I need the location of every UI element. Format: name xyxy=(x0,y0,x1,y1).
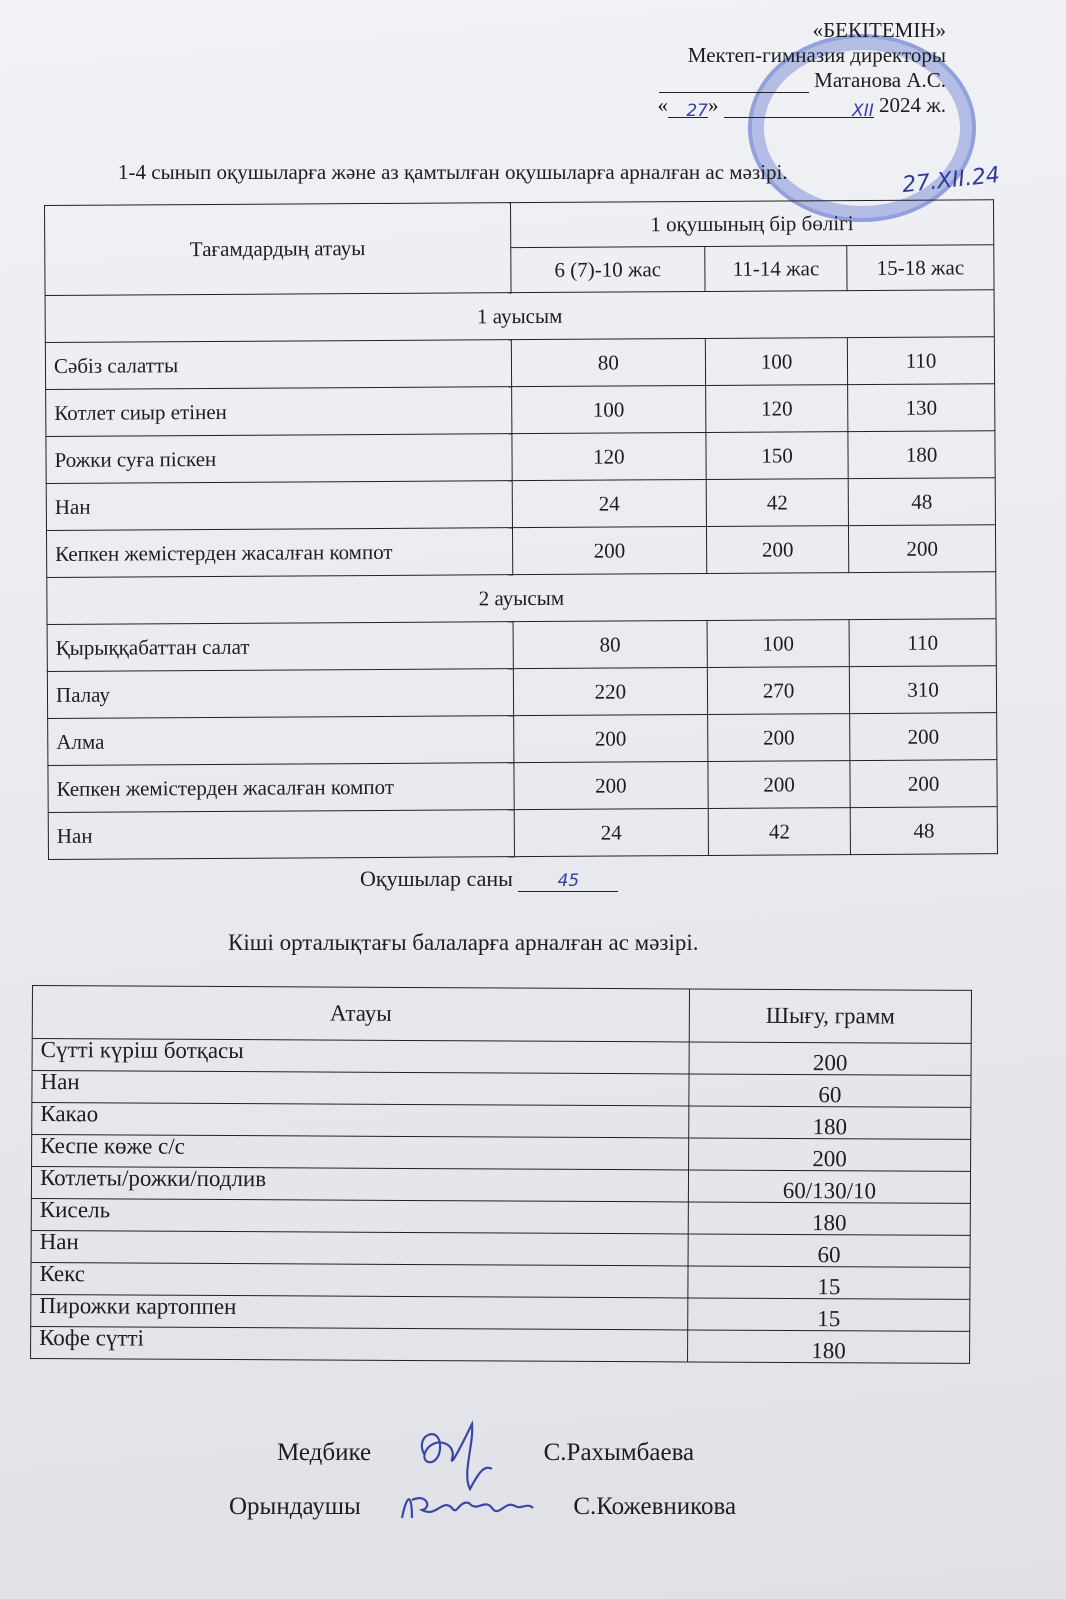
portion-value: 120 xyxy=(512,432,707,480)
dish-name: Нан xyxy=(46,481,512,531)
menu2-table xyxy=(30,985,972,1364)
yield-value: 60/130/10 xyxy=(688,1170,970,1203)
portion-value: 200 xyxy=(512,526,707,574)
portion-value: 120 xyxy=(706,385,848,433)
menu2-header-value: Шығу, грамм xyxy=(689,989,971,1043)
portion-value: 220 xyxy=(513,667,708,715)
portion-value: 200 xyxy=(706,526,848,574)
table-row xyxy=(46,478,995,531)
portion-value: 48 xyxy=(850,807,997,855)
portion-value: 42 xyxy=(708,808,850,856)
table-row xyxy=(31,1294,970,1331)
approval-heading: «БЕКІТЕМІН» xyxy=(812,18,946,42)
executor-role: Орындаушы xyxy=(229,1492,361,1520)
portion-value: 150 xyxy=(706,432,848,480)
executor-name: С.Кожевникова xyxy=(573,1492,737,1520)
table-row xyxy=(46,384,995,437)
menu1-title: 1-4 сынып оқушыларға және аз қамтылған оқушыларға арналған ас мәзірі. xyxy=(118,160,788,184)
table-row xyxy=(31,1326,970,1363)
nurse-name: С.Рахымбаева xyxy=(543,1438,695,1466)
portion-value: 200 xyxy=(849,525,996,573)
menu1-header-age-2: 11-14 жас xyxy=(705,246,847,292)
yield-value: 200 xyxy=(689,1042,971,1075)
shift-label: 1 ауысым xyxy=(45,290,994,343)
menu1-header-age-3: 15-18 жас xyxy=(847,245,994,291)
shift-label: 2 ауысым xyxy=(47,572,996,625)
portion-value: 180 xyxy=(848,431,995,479)
students-count-line xyxy=(360,866,618,892)
menu2-header-row xyxy=(32,986,971,1044)
menu1-header-name: Тағамдардың атауы xyxy=(45,203,511,296)
yield-value: 200 xyxy=(689,1138,971,1171)
menu1-header-age-1: 6 (7)-10 жас xyxy=(510,246,705,292)
portion-value: 100 xyxy=(707,620,849,668)
dish-name: Кепкен жемістерден жасалған компот xyxy=(48,763,514,813)
yield-value: 60 xyxy=(689,1074,971,1107)
yield-value: 60 xyxy=(688,1234,970,1267)
menu1-header-row xyxy=(45,200,994,251)
table-row xyxy=(32,1071,971,1108)
menu1-header-group: 1 оқушының бір бөлігі xyxy=(510,200,994,248)
portion-value: 80 xyxy=(513,620,708,668)
approval-year: 2024 ж. xyxy=(878,93,946,117)
executor-signature xyxy=(387,1488,547,1528)
portion-value: 200 xyxy=(514,761,709,809)
yield-value: 15 xyxy=(688,1298,970,1331)
dish-name: Котлет сиыр етінен xyxy=(46,387,512,437)
yield-value: 180 xyxy=(688,1202,970,1235)
dish-name: Алма xyxy=(48,716,514,766)
yield-value: 15 xyxy=(688,1266,970,1299)
executor-signature-line xyxy=(229,1488,736,1528)
table-row xyxy=(48,713,997,766)
nurse-signature xyxy=(397,1414,517,1494)
dish-name: Кекс xyxy=(31,1262,688,1297)
approval-day: 27 xyxy=(668,99,708,118)
dish-name: Сүтті күріш ботқасы xyxy=(32,1039,689,1074)
dish-name: Кеспе көже с/с xyxy=(32,1135,689,1170)
dish-name: Нан xyxy=(48,810,514,860)
portion-value: 200 xyxy=(513,714,708,762)
portion-value: 80 xyxy=(511,338,706,386)
table-row xyxy=(46,525,995,578)
students-count-value: 45 xyxy=(518,871,618,892)
table-row xyxy=(31,1167,970,1204)
handwritten-date-note: 27.XII.24 xyxy=(900,162,1002,199)
dish-name: Қырыққабаттан салат xyxy=(47,622,513,672)
portion-value: 110 xyxy=(849,619,996,667)
approval-director: Матанова А.С. xyxy=(814,68,946,92)
dish-name: Рожки суға піскен xyxy=(46,434,512,484)
yield-value: 180 xyxy=(688,1330,970,1363)
portion-value: 270 xyxy=(707,667,849,715)
approval-position: Мектеп-гимназия директоры xyxy=(687,43,946,67)
director-signature-line xyxy=(659,74,809,93)
dish-name: Пирожки картоппен xyxy=(31,1294,688,1329)
portion-value: 110 xyxy=(847,337,994,385)
students-count-label: Оқушылар саны xyxy=(360,866,513,891)
approval-block xyxy=(657,18,946,121)
dish-name: Кофе сүтті xyxy=(31,1326,688,1361)
approval-month: XII xyxy=(724,99,874,118)
yield-value: 180 xyxy=(689,1106,971,1139)
portion-value: 100 xyxy=(511,385,706,433)
portion-value: 130 xyxy=(848,384,995,432)
dish-name: Какао xyxy=(32,1103,689,1138)
table-row xyxy=(31,1230,970,1267)
portion-value: 310 xyxy=(849,666,996,714)
menu2-title: Кіші орталықтағы балаларға арналған ас мәзірі. xyxy=(228,930,699,955)
dish-name: Нан xyxy=(31,1230,688,1265)
portion-value: 200 xyxy=(708,714,850,762)
shift-row xyxy=(45,290,994,343)
dish-name: Палау xyxy=(47,669,513,719)
portion-value: 200 xyxy=(708,761,850,809)
table-row xyxy=(47,619,996,672)
dish-name: Кисель xyxy=(31,1198,688,1233)
table-row xyxy=(48,760,997,813)
portion-value: 24 xyxy=(514,808,709,856)
dish-name: Котлеты/рожки/подлив xyxy=(31,1167,688,1202)
shift-row xyxy=(47,572,996,625)
table-row xyxy=(32,1039,971,1076)
portion-value: 42 xyxy=(706,479,848,527)
table-row xyxy=(45,337,994,390)
table-row xyxy=(31,1198,970,1235)
table-row xyxy=(48,807,997,860)
dish-name: Кепкен жемістерден жасалған компот xyxy=(46,528,512,578)
table-row xyxy=(46,431,995,484)
approval-director-line xyxy=(657,68,946,93)
nurse-signature-line xyxy=(277,1414,694,1494)
dish-name: Нан xyxy=(32,1071,689,1106)
portion-value: 24 xyxy=(512,479,707,527)
table-row xyxy=(47,666,996,719)
approval-date-line: « 27» XII 2024 ж. xyxy=(657,93,946,121)
portion-value: 200 xyxy=(850,713,997,761)
dish-name: Сәбіз салатты xyxy=(45,340,511,390)
nurse-role: Медбике xyxy=(277,1438,372,1466)
portion-value: 100 xyxy=(705,338,847,386)
portion-value: 200 xyxy=(850,760,997,808)
menu2-header-name: Атауы xyxy=(32,986,689,1042)
menu1-table xyxy=(44,199,998,860)
portion-value: 48 xyxy=(848,478,995,526)
